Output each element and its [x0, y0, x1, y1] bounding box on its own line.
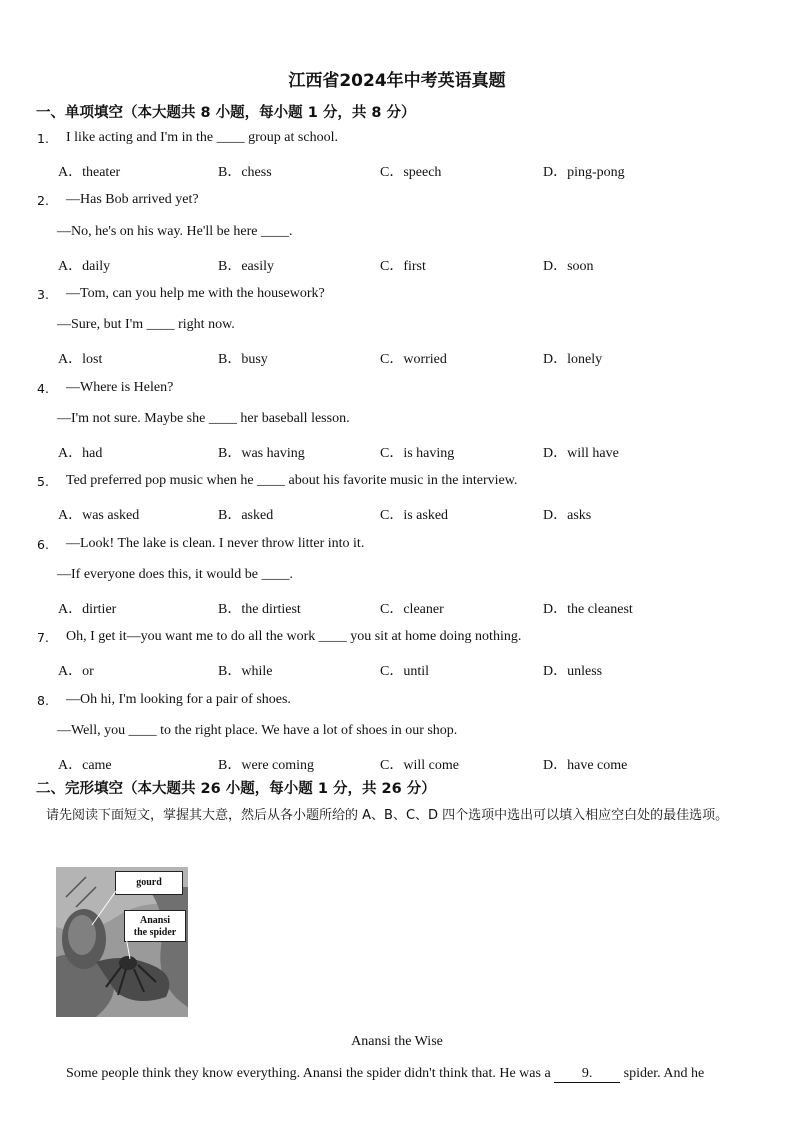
question-text: —Where is Helen?: [66, 379, 174, 395]
question-text: —No, he's on his way. He'll be here ____.: [57, 223, 293, 239]
question-text: Ted preferred pop music when he ____ about his favorite music in the interview.: [66, 473, 518, 489]
question-text: —Look! The lake is clean. I never throw litter into it.: [66, 535, 365, 551]
question-number: 7.: [37, 630, 49, 646]
answer-option: D．asks: [543, 508, 592, 524]
question-text: —If everyone does this, it would be ____.: [57, 566, 294, 582]
answer-option: B．easily: [218, 258, 274, 274]
answer-option: B．busy: [218, 352, 268, 368]
answer-option: B．were coming: [218, 758, 315, 773]
page-title: 江西省2024年中考英语真题: [288, 71, 506, 91]
answer-option: D．lonely: [543, 352, 603, 368]
label-gourd: gourd: [115, 871, 183, 895]
question-text: —I'm not sure. Maybe she ____ her baseball lesson.: [57, 410, 350, 426]
answer-option: B．asked: [218, 508, 274, 524]
answer-option: C．will come: [380, 758, 459, 773]
question-number: 4.: [37, 380, 49, 396]
question-text: I like acting and I'm in the ____ group at school.: [66, 130, 338, 145]
story-title: Anansi the Wise: [351, 1034, 443, 1049]
question-text: Oh, I get it—you want me to do all the work ____ you sit at home doing nothing.: [66, 629, 522, 645]
label-anansi-line-1: Anansi: [139, 915, 170, 926]
question-number: 8.: [37, 692, 49, 708]
question-number: 1.: [37, 131, 49, 146]
blank-9: 9.: [554, 1066, 620, 1083]
answer-option: B．the dirtiest: [218, 602, 301, 617]
answer-option: B．was having: [218, 446, 305, 461]
answer-option: D．will have: [543, 446, 619, 461]
answer-option: A．theater: [58, 165, 121, 181]
question-text: —Oh hi, I'm looking for a pair of shoes.: [66, 691, 291, 707]
question-number: 3.: [37, 287, 49, 302]
instructions: 请先阅读下面短文，掌握其大意，然后从各小题所给的 A、B、C、D 四个选项中选出可以填入相应空白处的最佳选项。: [46, 808, 729, 823]
answer-option: A．daily: [58, 258, 111, 274]
story-first-line: [66, 1066, 704, 1083]
answer-option: A．came: [58, 758, 112, 773]
answer-option: D．the cleanest: [543, 602, 633, 617]
question-number: 5.: [37, 474, 49, 490]
answer-option: C．worried: [380, 352, 447, 368]
label-pointers: [56, 867, 188, 1017]
answer-option: D．have come: [543, 758, 628, 773]
answer-option: A．had: [58, 446, 103, 461]
answer-option: C．is asked: [380, 508, 449, 524]
answer-option: C．first: [380, 258, 426, 274]
answer-option: C．until: [380, 664, 430, 680]
answer-option: D．unless: [543, 664, 603, 680]
question-text: —Tom, can you help me with the housework?: [66, 286, 325, 301]
answer-option: D．ping-pong: [543, 165, 625, 181]
answer-option: B．chess: [218, 165, 272, 181]
story-text-start: Some people think they know everything. Anansi the spider didn't think that. He was a: [66, 1066, 551, 1081]
question-text: —Sure, but I'm ____ right now.: [57, 317, 235, 333]
story-text-end: spider. And he: [623, 1066, 705, 1081]
answer-option: A．dirtier: [58, 602, 117, 617]
answer-option: C．is having: [380, 446, 455, 461]
question-number: 2.: [37, 193, 49, 209]
label-anansi-line-2: the spider: [133, 927, 177, 938]
answer-option: C．cleaner: [380, 602, 444, 617]
question-number: 6.: [37, 536, 49, 552]
answer-option: A．was asked: [58, 508, 140, 524]
question-text: —Well, you ____ to the right place. We have a lot of shoes in our shop.: [57, 722, 458, 738]
answer-option: C．speech: [380, 165, 442, 181]
section-2-heading: 二、完形填空（本大题共 26 小题，每小题 1 分，共 26 分）: [36, 781, 436, 797]
answer-option: D．soon: [543, 258, 594, 274]
answer-option: A．lost: [58, 352, 103, 368]
story-illustration: [56, 867, 188, 1017]
answer-option: B．while: [218, 664, 273, 680]
section-1-heading: 一、单项填空（本大题共 8 小题，每小题 1 分，共 8 分）: [36, 105, 416, 121]
answer-option: A．or: [58, 664, 94, 680]
question-text: —Has Bob arrived yet?: [66, 192, 199, 208]
